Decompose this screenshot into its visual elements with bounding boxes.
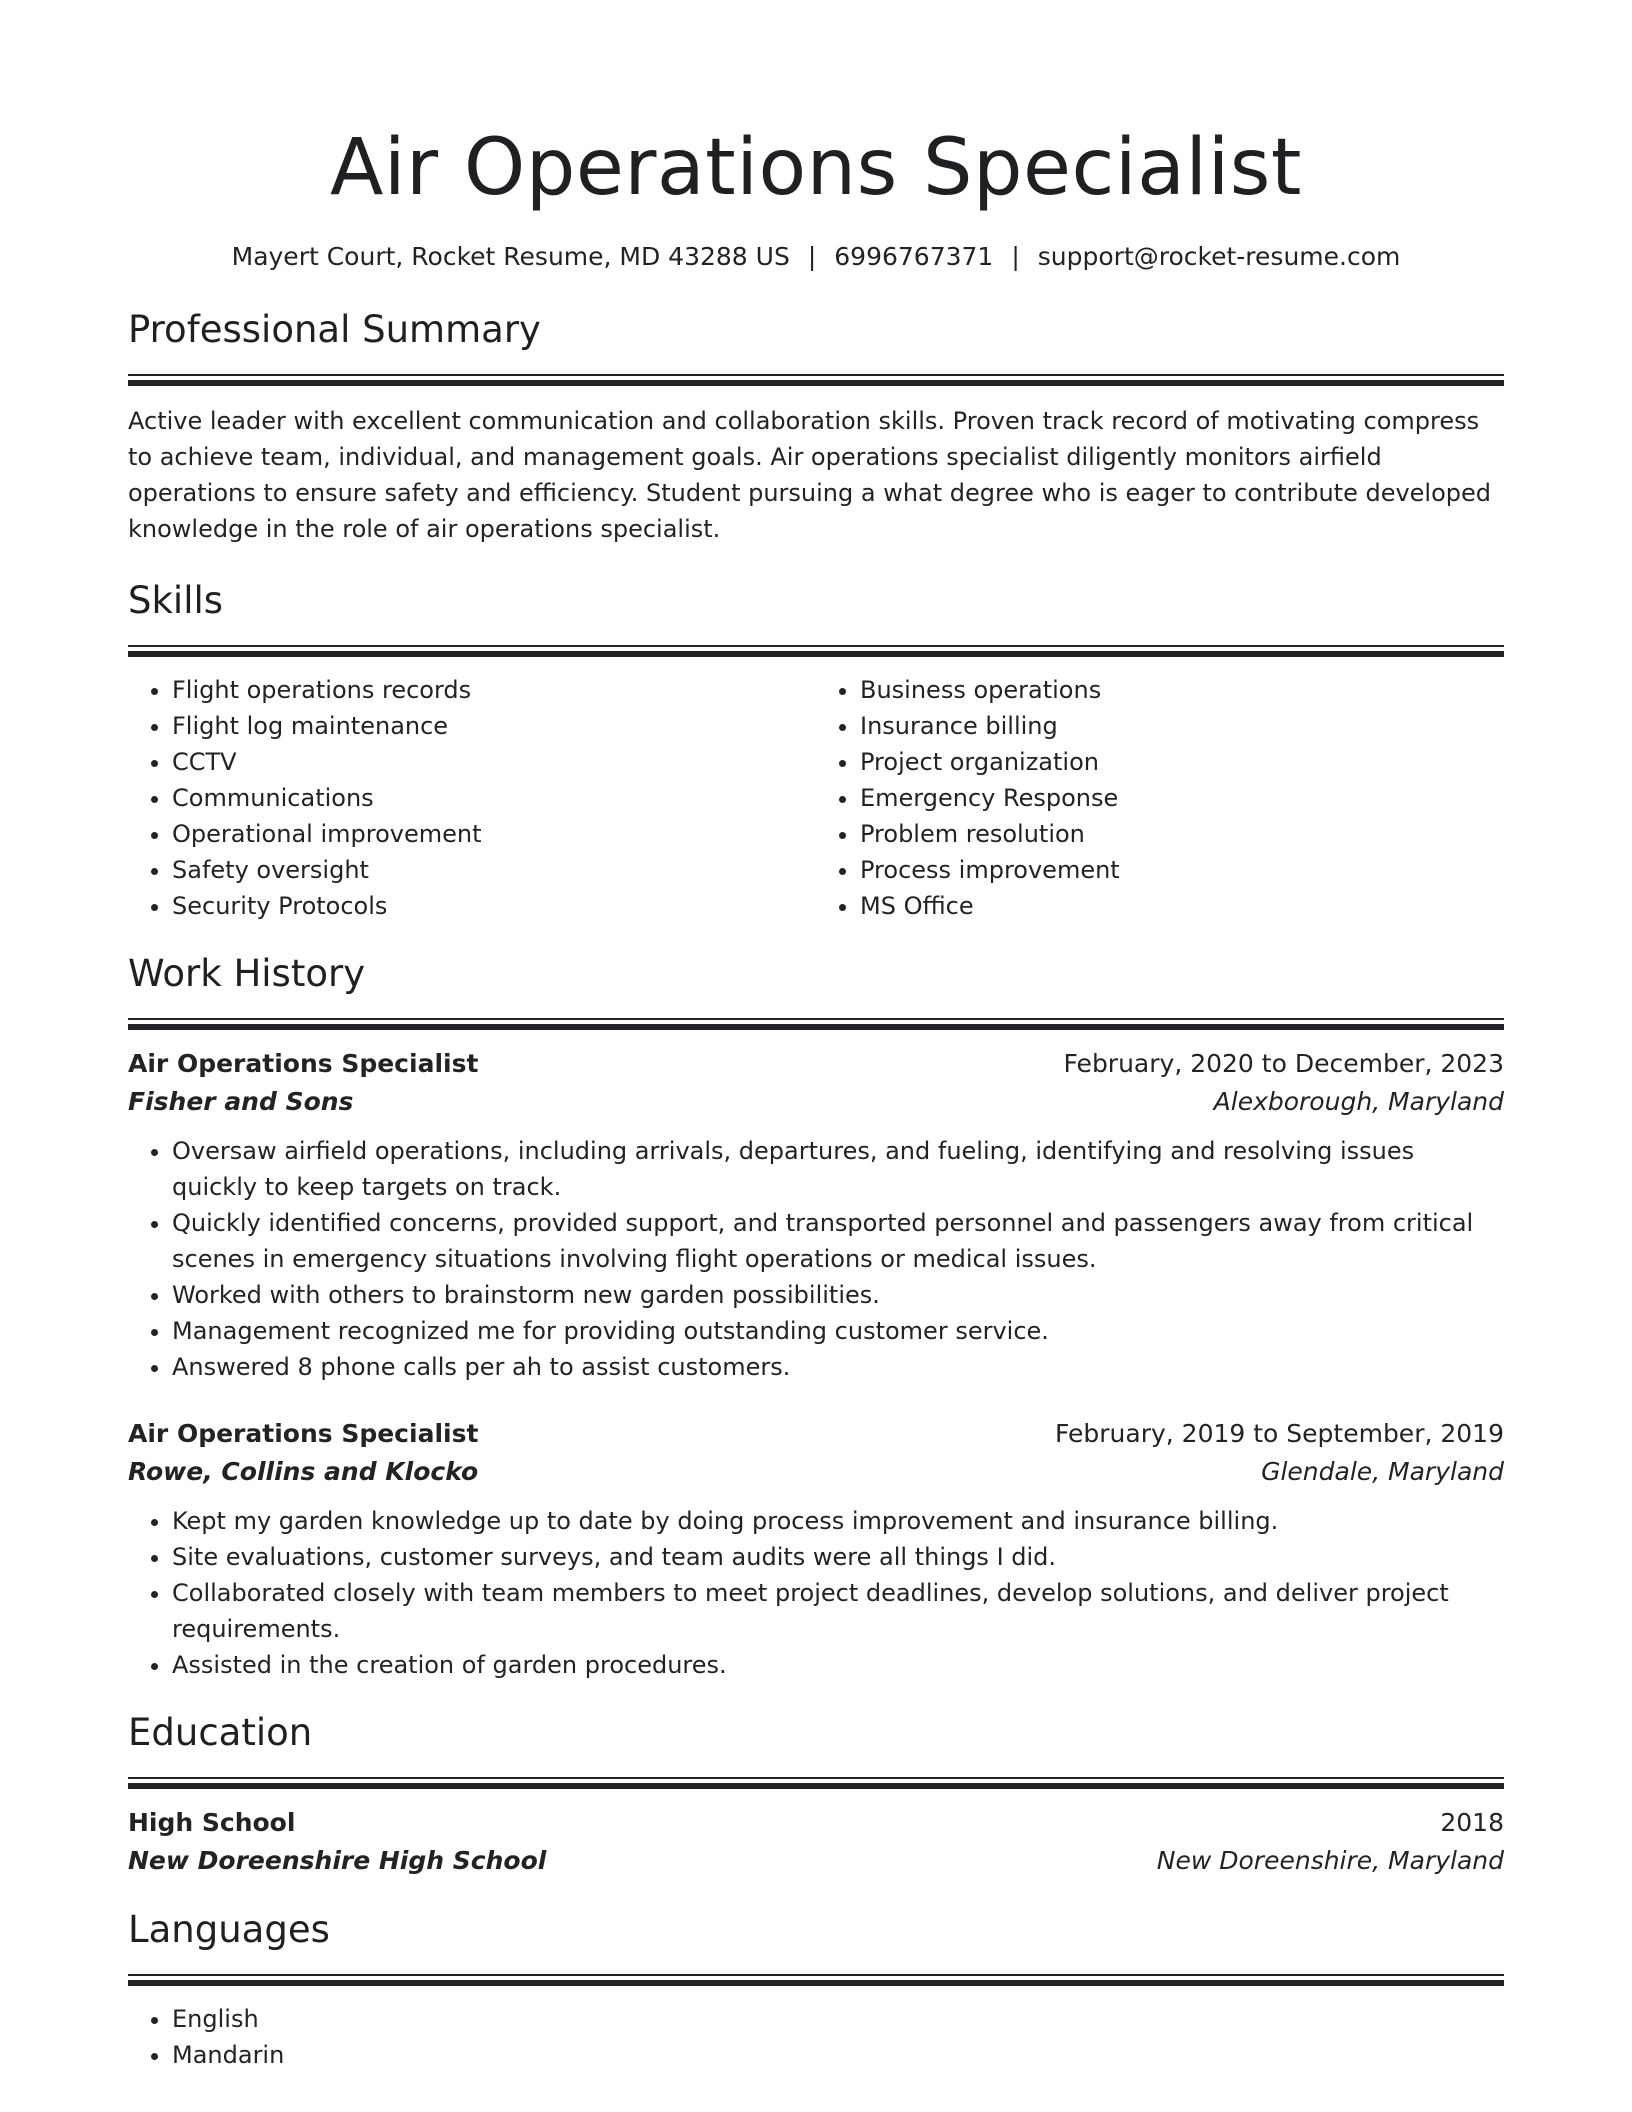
skill-item: • Operational improvement xyxy=(172,816,816,852)
job-company-row xyxy=(128,1453,1504,1491)
skill-item: • Project organization xyxy=(860,744,1504,780)
education-section xyxy=(128,1709,1504,1880)
job-entry xyxy=(128,1415,1504,1683)
summary-section xyxy=(128,306,1504,547)
job-company-row xyxy=(128,1083,1504,1121)
section-title-skills: Skills xyxy=(128,579,224,622)
skills-list-left xyxy=(128,672,816,924)
job-entry xyxy=(128,1045,1504,1385)
skill-item: • Problem resolution xyxy=(860,816,1504,852)
education-school: New Doreenshire High School xyxy=(128,1846,547,1875)
skill-item: • Process improvement xyxy=(860,852,1504,888)
education-school-row xyxy=(128,1842,1504,1880)
job-dates: February, 2020 to December, 2023 xyxy=(1063,1049,1504,1078)
skills-list-right xyxy=(816,672,1504,924)
job-bullet: • Oversaw airfield operations, including arrivals, departures, and fueling, identifying and resolving issues quickly to keep targets on track. xyxy=(172,1133,1504,1205)
job-location: Alexborough, Maryland xyxy=(1213,1087,1504,1116)
contact-phone: 6996767371 xyxy=(834,242,994,271)
job-bullet: • Worked with others to brainstorm new garden possibilities. xyxy=(172,1277,1504,1313)
job-bullets xyxy=(128,1503,1504,1683)
job-title: Air Operations Specialist xyxy=(128,1049,479,1078)
contact-email: support@rocket-resume.com xyxy=(1037,242,1401,271)
education-header-row xyxy=(128,1804,1504,1842)
contact-separator: | xyxy=(807,242,817,271)
skill-item: • MS Office xyxy=(860,888,1504,924)
resume-name: Air Operations Specialist xyxy=(330,123,1302,213)
education-year: 2018 xyxy=(1440,1808,1504,1837)
languages-list xyxy=(128,2001,1504,2073)
skills-columns xyxy=(128,672,1504,924)
language-item: • Mandarin xyxy=(172,2037,1504,2073)
job-bullet: • Quickly identified concerns, provided support, and transported personnel and passengers away from critical scenes in emergency situations involving flight operations or medical issues. xyxy=(172,1205,1504,1277)
work-history-section xyxy=(128,950,1504,1683)
job-title: Air Operations Specialist xyxy=(128,1419,479,1448)
skill-item: • Security Protocols xyxy=(172,888,816,924)
job-header-row xyxy=(128,1045,1504,1083)
section-divider xyxy=(128,645,1504,656)
summary-text: Active leader with excellent communication and collaboration skills. Proven track record of motivating compress to achieve team, individual, and management goals. Air operations specialist diligently monitors airfield operations to ensure safety and efficiency. Student pursuing a what degree who is eager to contribute developed knowledge in the role of air operations specialist. xyxy=(128,407,1492,543)
contact-line xyxy=(128,240,1504,274)
section-divider xyxy=(128,374,1504,385)
contact-separator: | xyxy=(1011,242,1020,271)
job-bullets xyxy=(128,1133,1504,1385)
skills-section xyxy=(128,577,1504,924)
education-location: New Doreenshire, Maryland xyxy=(1156,1846,1504,1875)
skill-item: • Communications xyxy=(172,780,816,816)
language-item: • English xyxy=(172,2001,1504,2037)
job-company: Rowe, Collins and Klocko xyxy=(128,1457,479,1486)
section-divider xyxy=(128,1777,1504,1788)
job-bullet: • Site evaluations, customer surveys, and team audits were all things I did. xyxy=(172,1539,1504,1575)
contact-address: Mayert Court, Rocket Resume, MD 43288 US xyxy=(231,242,790,271)
skill-item: • CCTV xyxy=(172,744,816,780)
skill-item: • Business operations xyxy=(860,672,1504,708)
job-dates: February, 2019 to September, 2019 xyxy=(1055,1419,1504,1448)
skill-item: • Safety oversight xyxy=(172,852,816,888)
languages-section xyxy=(128,1906,1504,2073)
job-bullet: • Kept my garden knowledge up to date by doing process improvement and insurance billing. xyxy=(172,1503,1504,1539)
skill-item: • Insurance billing xyxy=(860,708,1504,744)
education-degree: High School xyxy=(128,1808,296,1837)
skill-item: • Flight log maintenance xyxy=(172,708,816,744)
education-entry xyxy=(128,1804,1504,1880)
section-title-work-history: Work History xyxy=(128,952,366,995)
section-divider xyxy=(128,1974,1504,1985)
job-location: Glendale, Maryland xyxy=(1261,1457,1504,1486)
section-title-languages: Languages xyxy=(128,1908,330,1951)
job-bullet: • Collaborated closely with team members to meet project deadlines, develop solutions, and deliver project requirements. xyxy=(172,1575,1504,1647)
job-company: Fisher and Sons xyxy=(128,1087,354,1116)
skill-item: • Flight operations records xyxy=(172,672,816,708)
job-bullet: • Answered 8 phone calls per ah to assist customers. xyxy=(172,1349,1504,1385)
section-divider xyxy=(128,1018,1504,1029)
section-title-education: Education xyxy=(128,1711,313,1754)
skills-column-left xyxy=(128,672,816,924)
job-bullet: • Management recognized me for providing outstanding customer service. xyxy=(172,1313,1504,1349)
job-bullet: • Assisted in the creation of garden procedures. xyxy=(172,1647,1504,1683)
section-title-summary: Professional Summary xyxy=(128,308,541,351)
job-header-row xyxy=(128,1415,1504,1453)
skill-item: • Emergency Response xyxy=(860,780,1504,816)
skills-column-right xyxy=(816,672,1504,924)
